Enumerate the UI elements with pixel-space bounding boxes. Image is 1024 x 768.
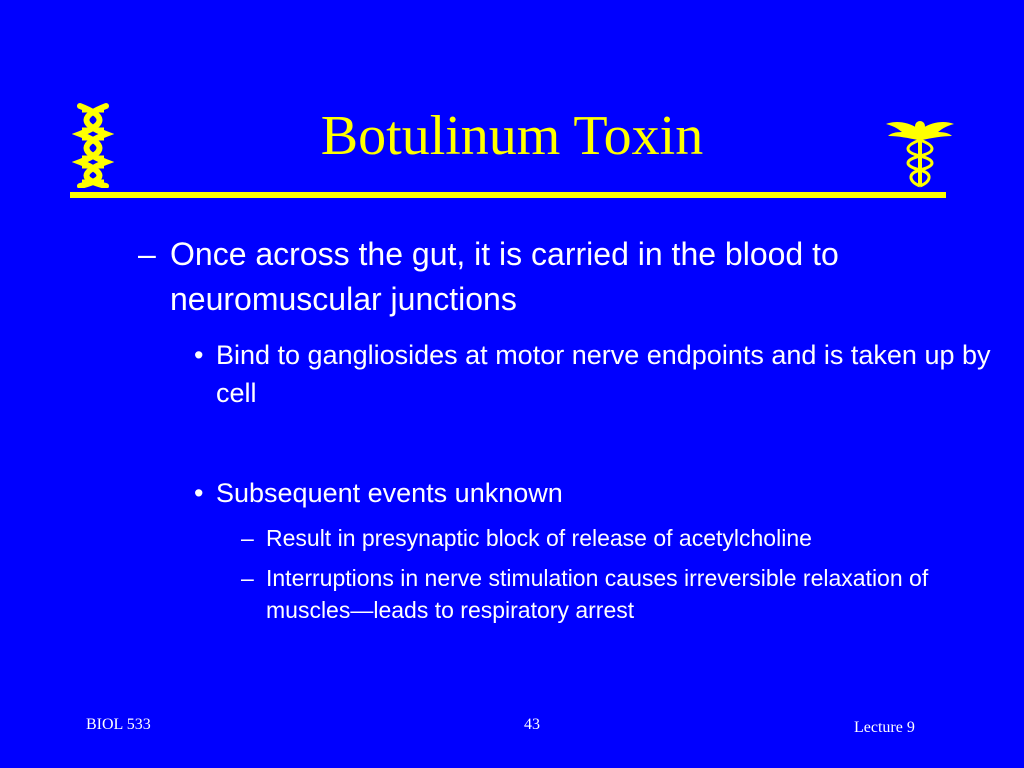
footer-course: BIOL 533 bbox=[86, 716, 151, 733]
title-underline bbox=[70, 192, 946, 198]
slide-title: Botulinum Toxin bbox=[320, 105, 704, 167]
bullet-marker: • bbox=[194, 340, 204, 370]
dash-marker: – bbox=[138, 236, 156, 272]
list-item-text: Bind to gangliosides at motor nerve endpoints and is taken up by cell bbox=[216, 340, 991, 408]
list-item-level1 bbox=[138, 232, 978, 322]
list-item-level2 bbox=[194, 336, 994, 412]
dash-marker: – bbox=[241, 525, 254, 551]
list-item-text: Interruptions in nerve stimulation causes irreversible relaxation of muscles—leads to respiratory arrest bbox=[266, 565, 929, 623]
footer-slide-number: 43 bbox=[524, 716, 540, 733]
list-item-text: Result in presynaptic block of release of acetylcholine bbox=[266, 525, 812, 551]
list-item-text: Subsequent events unknown bbox=[216, 478, 563, 508]
dash-marker: – bbox=[241, 565, 254, 591]
list-item-level2 bbox=[194, 474, 994, 512]
caduceus-icon bbox=[884, 116, 956, 190]
list-item-level3 bbox=[241, 522, 981, 554]
bullet-marker: • bbox=[194, 478, 204, 508]
footer-lecture: Lecture 9 bbox=[854, 719, 915, 736]
list-item-level3 bbox=[241, 562, 941, 626]
list-item-text: Once across the gut, it is carried in the blood to neuromuscular junctions bbox=[170, 236, 839, 317]
